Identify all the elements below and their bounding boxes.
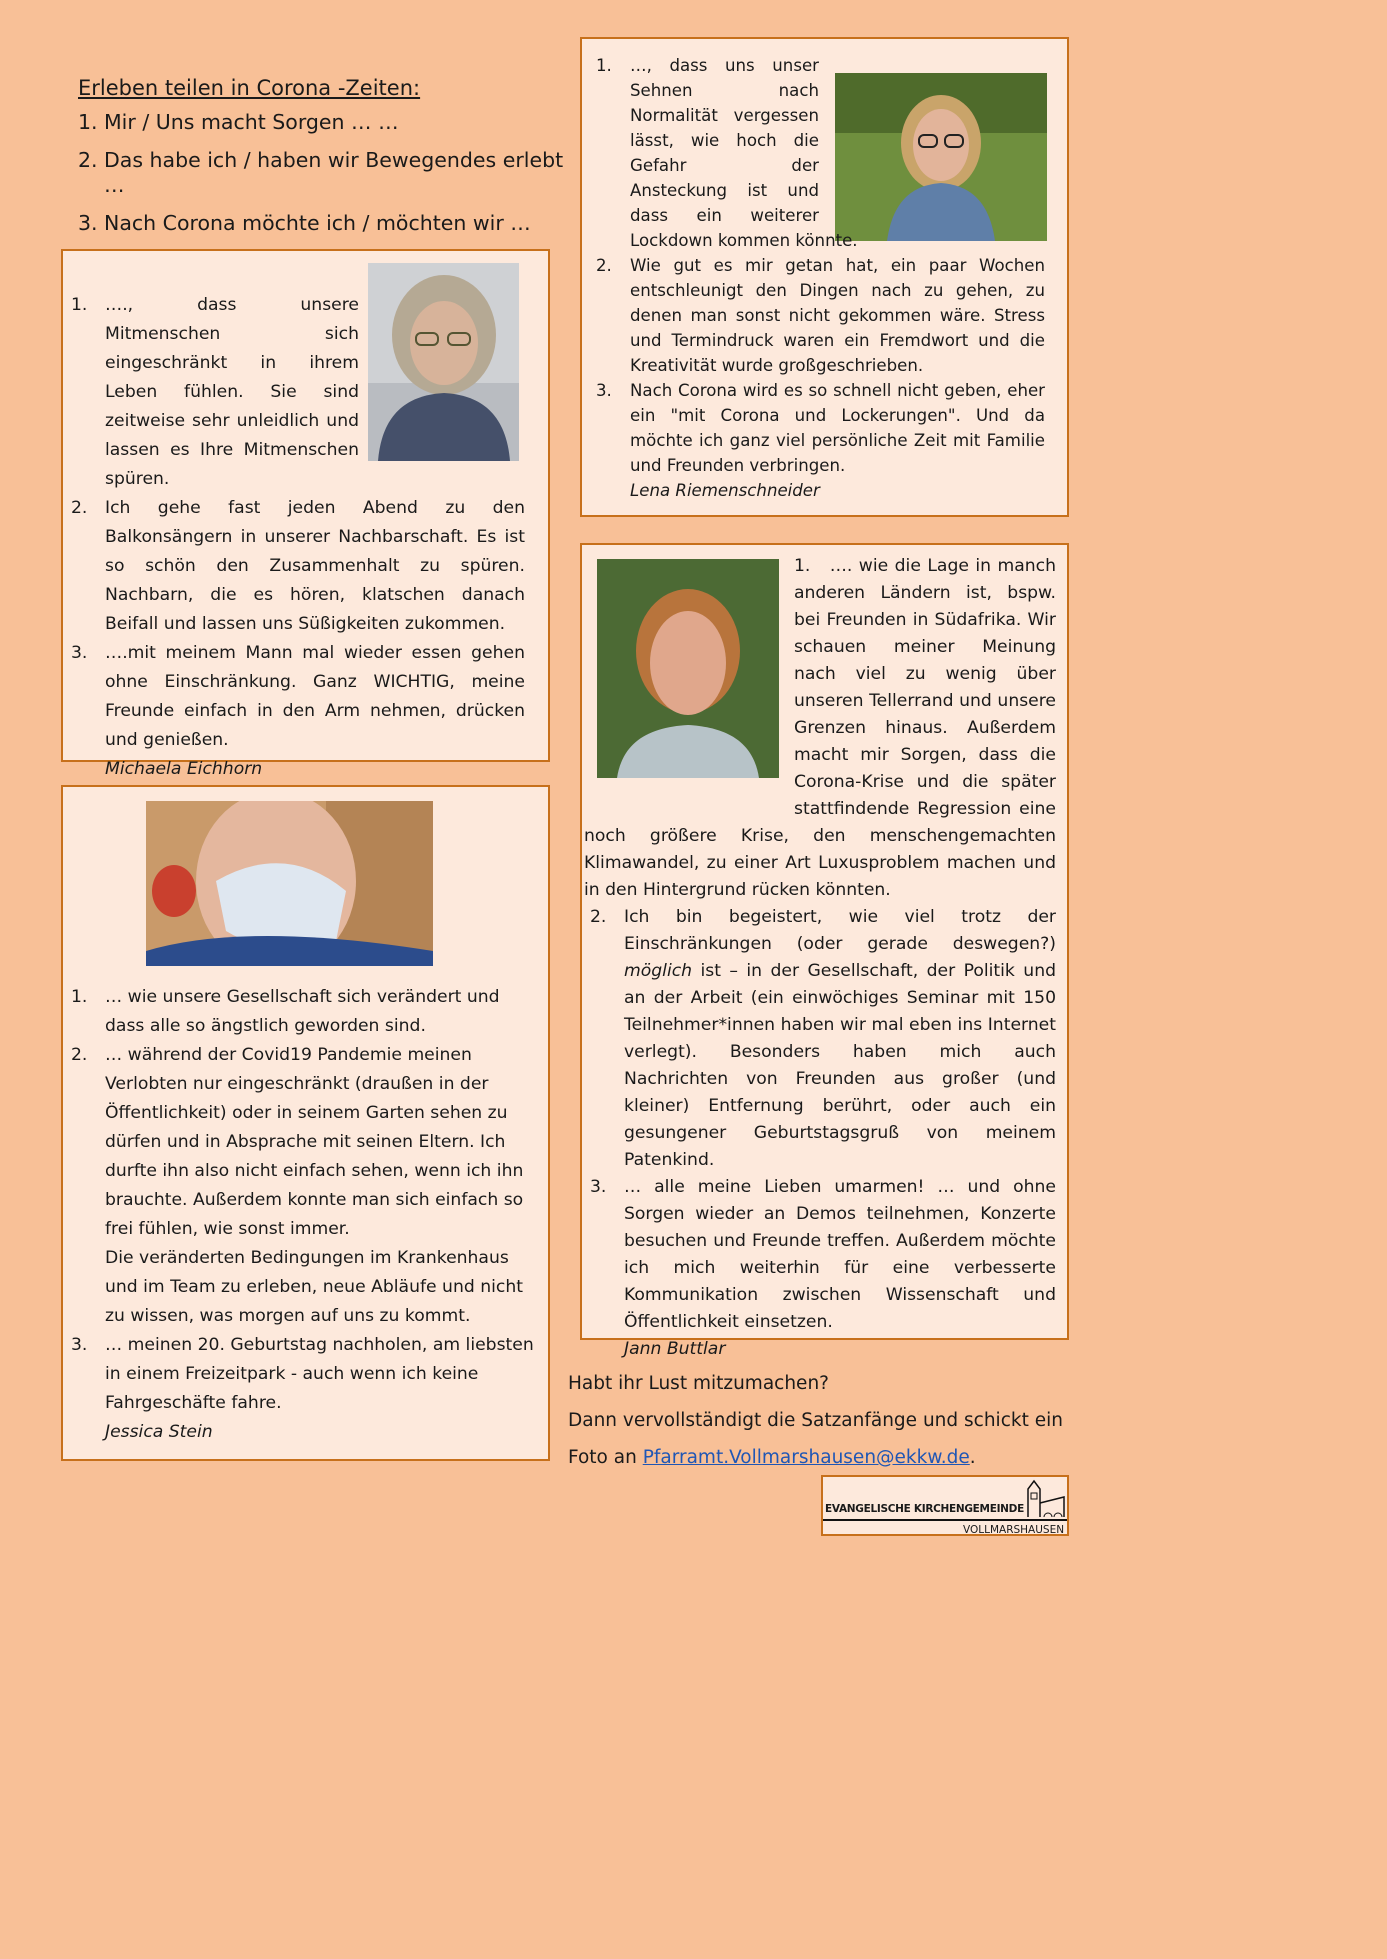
intro-prompt: 2. Das habe ich / haben wir Bewegendes erlebt …	[78, 148, 564, 197]
answer-item: 2. … während der Covid19 Pandemie meinen Verlobten nur eingeschränkt (draußen in der Öffentlichkeit) oder in seinem Garten sehen zu dürfen und in Absprache mit seinen Eltern. Ich durfte ihn also nicht einfach sehen, wenn ich ihn brauchte. Außerdem konnte man sich einfach so frei fühlen, wie sonst immer. Die veränderten Bedingungen im Krankenhaus und im Team zu erleben, neue Abläufe und nicht zu wissen, was morgen auf uns zu kommt.	[71, 1045, 524, 1326]
signature: Jessica Stein	[105, 1422, 213, 1442]
testimonial-body	[65, 983, 535, 1447]
logo-line-2: VOLLMARSHAUSEN	[963, 1524, 1065, 1536]
logo-line-1: EVANGELISCHE KIRCHENGEMEINDE	[825, 1503, 1024, 1515]
cta-question: Habt ihr Lust mitzumachen?	[568, 1373, 829, 1394]
answer-item: 2. Ich bin begeistert, wie viel trotz der Einschränkungen (oder gerade deswegen?) möglich ist – in der Gesellschaft, der Politik und an der Arbeit (ein einwöchiges Seminar mit 150 Teilnehmer*innen haben wir mal eben ins Internet verlegt). Besonders haben mich auch Nachrichten von Freunden aus großer (und kleiner) Entfernung berührt, oder auch ein gesungener Geburtstagsgruß von meinem Patenkind.	[590, 907, 1056, 1170]
answer-item: 3. ….mit meinem Mann mal wieder essen gehen ohne Einschränkung. Ganz WICHTIG, meine Freunde einfach in den Arm nehmen, drücken und genießen.	[71, 643, 525, 750]
cta-contact: Foto an Pfarramt.Vollmarshausen@ekkw.de.	[568, 1447, 976, 1468]
intro-section	[78, 76, 568, 249]
email-link[interactable]: Pfarramt.Vollmarshausen@ekkw.de	[642, 1447, 970, 1468]
intro-prompt: 3. Nach Corona möchte ich / möchten wir …	[78, 211, 531, 235]
testimonial-body	[590, 53, 1045, 503]
testimonial-body	[65, 291, 525, 784]
answer-item: 1. …, dass uns unser Sehnen nach Normalität vergessen lässt, wie hoch die Gefahr der Ansteckung ist und dass ein weiterer Lockdown kommen könnte.	[596, 56, 858, 250]
page-title: Erleben teilen in Corona -Zeiten:	[78, 76, 421, 100]
answer-list	[65, 291, 525, 784]
answer-list	[584, 553, 1056, 1363]
answer-item: 2. Wie gut es mir getan hat, ein paar Wochen entschleunigt den Dingen nach zu gehen, zu denen man sonst nicht gekommen wäre. Stress und Termindruck waren ein Fremdwort und die Kreativität wurde großgeschrieben.	[596, 256, 1045, 375]
call-to-action	[568, 1365, 1088, 1476]
answer-item: 1. …., dass unsere Mitmenschen sich eingeschränkt in ihrem Leben fühlen. Sie sind zeitweise sehr unleidlich und lassen es Ihre Mitmenschen spüren.	[71, 295, 359, 489]
signature: Lena Riemenschneider	[630, 481, 820, 500]
answer-item: 3. … alle meine Lieben umarmen! … und ohne Sorgen wieder an Demos teilnehmen, Konzerte besuchen und Freunde treffen. Außerdem möchte ich mich weiterhin für eine verbesserte Kommunikation zwischen Wissenschaft und Öffentlichkeit einsetzen.	[590, 1177, 1056, 1332]
intro-prompts	[78, 110, 568, 236]
church-logo	[821, 1475, 1069, 1536]
testimonial-card-michaela	[61, 249, 550, 779]
answer-item: 3. … meinen 20. Geburtstag nachholen, am liebsten in einem Freizeitpark - auch wenn ich keine Fahrgeschäfte fahre.	[71, 1335, 534, 1413]
answer-item: 1. … wie unsere Gesellschaft sich verändert und dass alle so ängstlich geworden sind.	[71, 987, 500, 1036]
answer-item: 2. Ich gehe fast jeden Abend zu den Balkonsängern in unserer Nachbarschaft. Es ist so schön den Zusammenhalt zu spüren. Nachbarn, die es hören, klatschen danach Beifall und lassen uns Süßigkeiten zukommen.	[71, 498, 525, 634]
portrait-photo-jessica	[146, 801, 433, 966]
logo-divider	[823, 1519, 1067, 1521]
cta-instruction: Dann vervollständigt die Satzanfänge und schickt ein	[568, 1410, 1063, 1431]
answer-list	[65, 983, 535, 1447]
testimonial-card-lena	[580, 37, 1069, 517]
answer-item: 3. Nach Corona wird es so schnell nicht geben, eher ein "mit Corona und Lockerungen". Und da möchte ich ganz viel persönliche Zeit mit Familie und Freunden verbringen.	[596, 381, 1045, 475]
signature: Jann Buttlar	[624, 1339, 726, 1359]
testimonial-card-jessica	[61, 785, 550, 1461]
answer-list	[590, 53, 1045, 503]
answer-item: 1. …. wie die Lage in manch anderen Ländern ist, bspw. bei Freunden in Südafrika. Wir schauen meiner Meinung nach viel zu wenig über unseren Tellerrand und unsere Grenzen hinaus. Außerdem macht mir Sorgen, dass die Corona-Krise und die später stattfindende Regression eine noch größere Krise, den menschengemachten Klimawandel, zu einer Art Luxusproblem machen und in den Hintergrund rücken könnten.	[584, 556, 1056, 900]
testimonial-card-jann	[580, 543, 1069, 1359]
signature: Michaela Eichhorn	[105, 759, 263, 779]
intro-prompt: 1. Mir / Uns macht Sorgen … …	[78, 110, 399, 134]
testimonial-body	[584, 553, 1056, 1363]
